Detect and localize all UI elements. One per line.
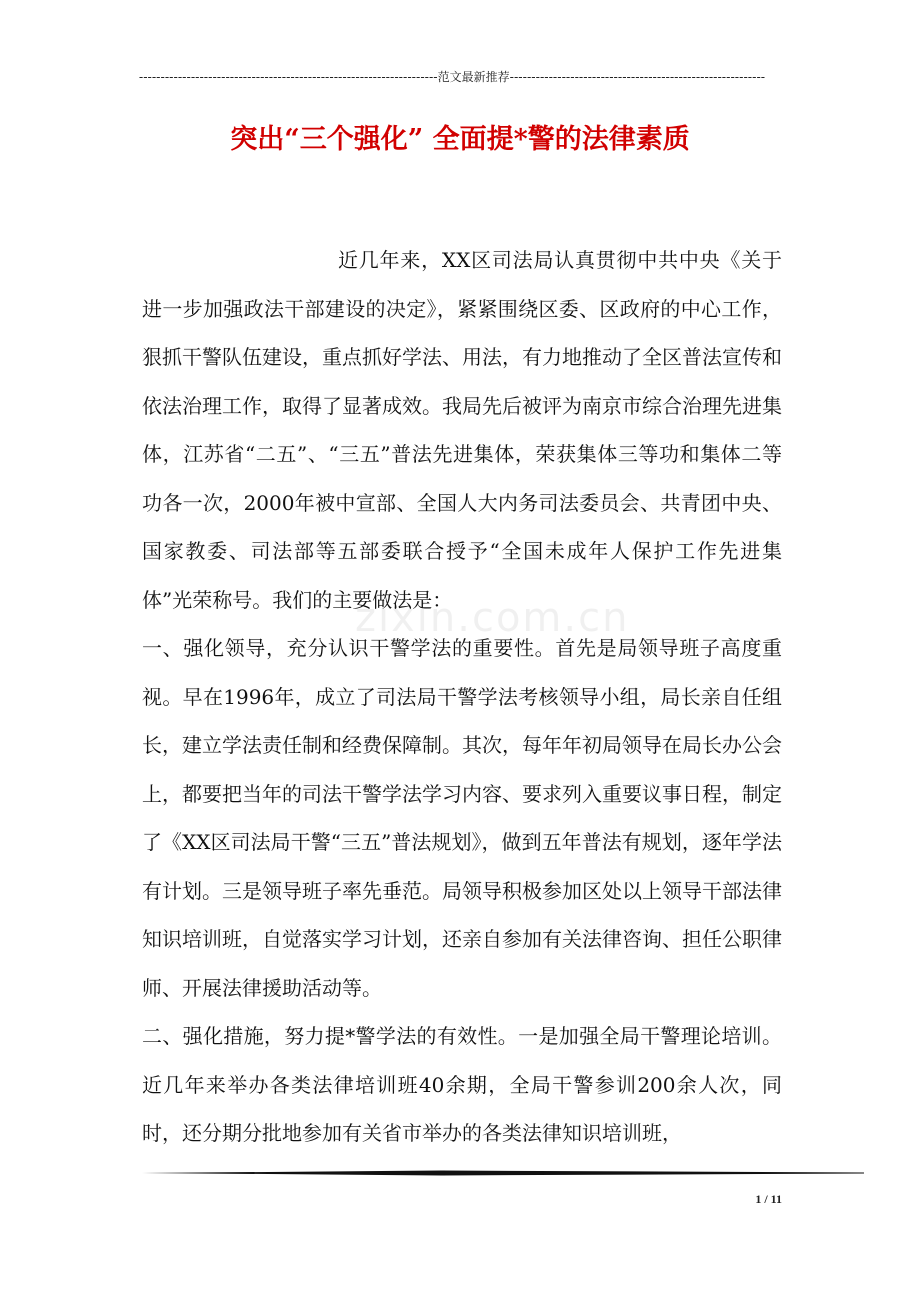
paragraph-section-2: 二、强化措施，努力提*警学法的有效性。一是加强全局干警理论培训。近几年来举办各类法律培训班40余期，全局干警参训200余人次，同时，还分期分批地参加有关省市举办的各类法律知识培训班，: [142, 1024, 782, 1145]
page-number: 1 / 11: [755, 1192, 782, 1206]
watermark: zixin.com.cn: [355, 595, 630, 641]
footer-divider: [142, 1170, 864, 1176]
paragraph-intro: 近几年来，XX区司法局认真贯彻中共中央《关于进一步加强政法干部建设的决定》，紧紧围绕区委、区政府的中心工作，狠抓干警队伍建设，重点抓好学法、用法，有力地推动了全区普法宣传和依法治理工作，取得了显著成效。我局先后被评为南京市综合治理先进集体，江苏省“二五”、“三五”普法先进集体，荣获集体三等功和集体二等功各一次，2000年被中宣部、全国人大内务司法委员会、共青团中央、国家教委、司法部等五部委联合授予“全国未成年人保护工作先进集体”光荣称号。我们的主要做法是：: [142, 248, 782, 612]
paragraph-section-1: 一、强化领导，充分认识干警学法的重要性。首先是局领导班子高度重视。早在1996年，成立了司法局干警学法考核领导小组，局长亲自任组长，建立学法责任制和经费保障制。其次，每年年初局领导在局长办公会上，都要把当年的司法干警学法学习内容、要求列入重要议事日程，制定了《XX区司法局干警“三五”普法规划》，做到五年普法有规划，逐年学法有计划。三是领导班子率先垂范。局领导积极参加区处以上领导干部法律知识培训班，自觉落实学习计划，还亲自参加有关法律咨询、担任公职律师、开展法律援助活动等。: [142, 636, 782, 1000]
document-body: [142, 236, 782, 1158]
document-title: 突出“三个强化” 全面提*警的法律素质: [230, 124, 690, 155]
page-header: ---------------------------------------------------------------------范文最新推荐-----------------------------------------------------------: [138, 70, 766, 84]
